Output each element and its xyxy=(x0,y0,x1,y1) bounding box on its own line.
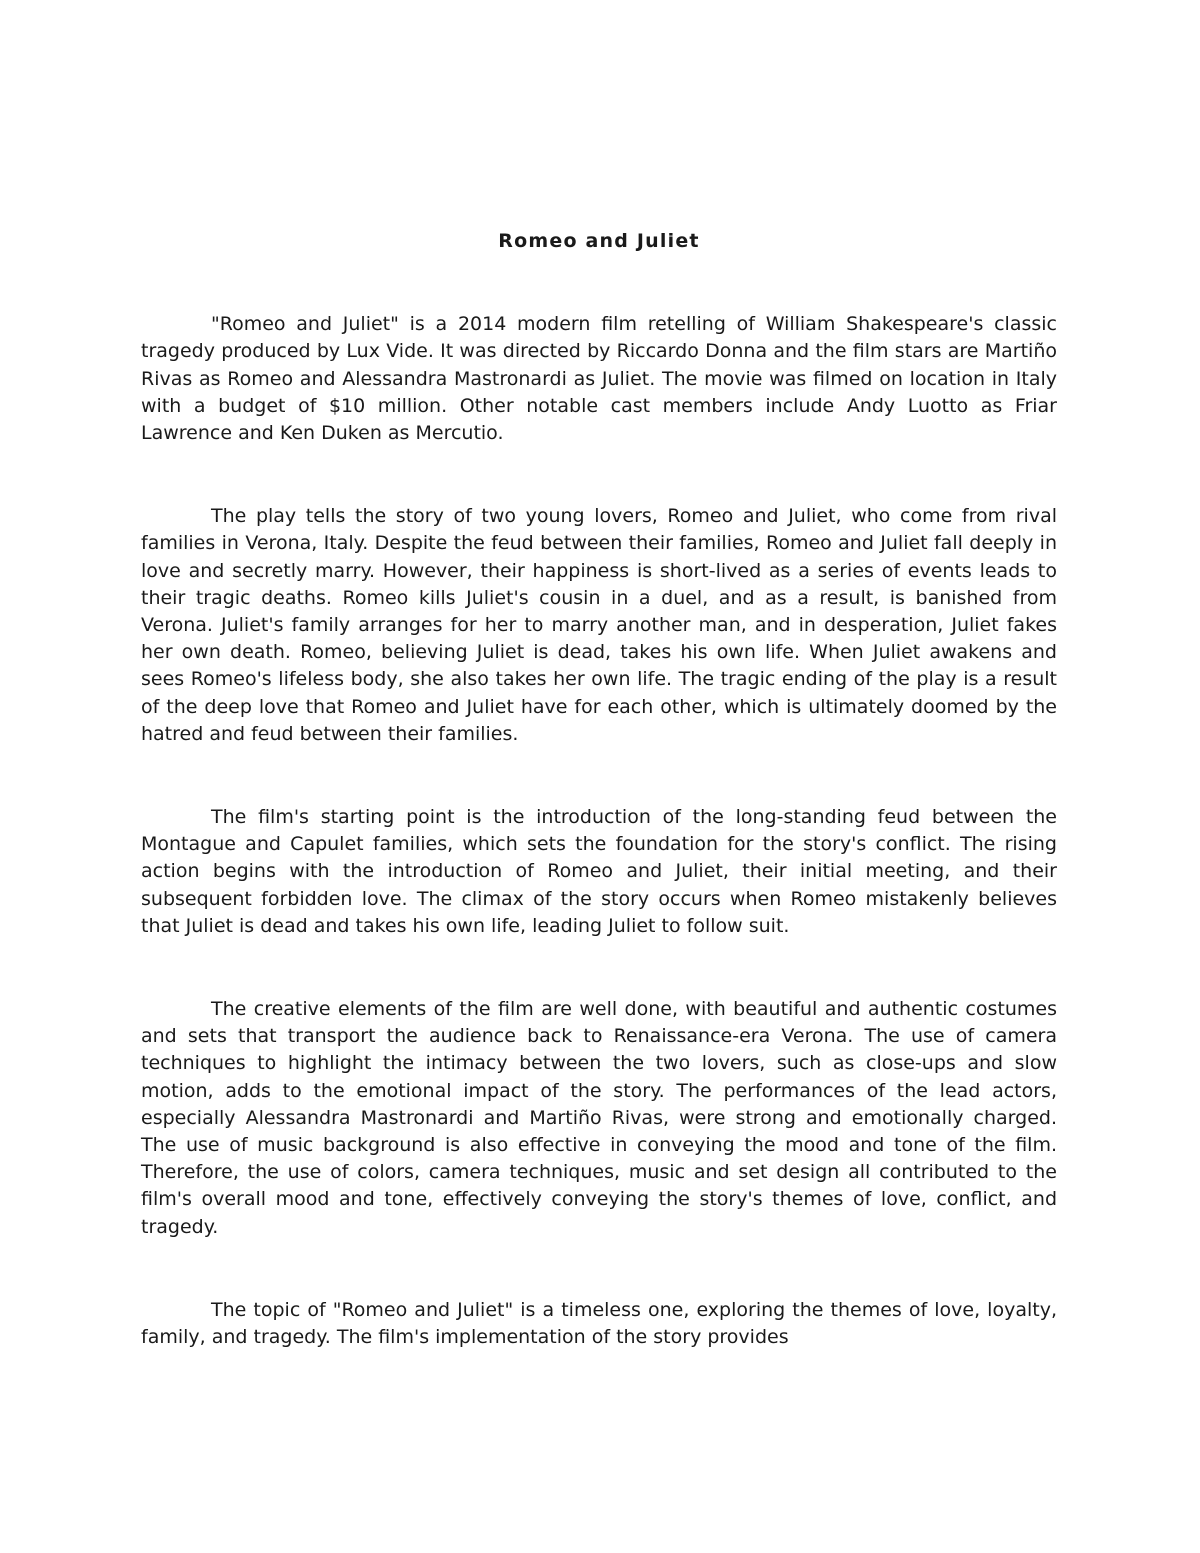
document-title: Romeo and Juliet xyxy=(498,230,700,252)
paragraph-plot-structure: The film's starting point is the introduction of the long-standing feud between the Montague and Capulet families, which sets the foundation for the story's conflict. The rising action begins with the introduction of Romeo and Juliet, their initial meeting, and their subsequent forbidden love. The climax of the story occurs when Romeo mistakenly believes that Juliet is dead and takes his own life, leading Juliet to follow suit. xyxy=(141,806,1057,937)
document-body xyxy=(141,228,1057,1351)
paragraph-creative-elements: The creative elements of the film are well done, with beautiful and authentic costumes and sets that transport the audience back to Renaissance-era Verona. The use of camera techniques to highlight the intimacy between the two lovers, such as close-ups and slow motion, adds to the emotional impact of the story. The performances of the lead actors, especially Alessandra Mastronardi and Martiño Rivas, were strong and emotionally charged. The use of music background is also effective in conveying the mood and tone of the film. Therefore, the use of colors, camera techniques, music and set design all contributed to the film's overall mood and tone, effectively conveying the story's themes of love, conflict, and tragedy. xyxy=(141,998,1057,1238)
paragraph-themes: The topic of "Romeo and Juliet" is a timeless one, exploring the themes of love, loyalty, family, and tragedy. The film's implementation of the story provides xyxy=(141,1298,1057,1349)
paragraph-film-overview: "Romeo and Juliet" is a 2014 modern film retelling of William Shakespeare's classic tragedy produced by Lux Vide. It was directed by Riccardo Donna and the film stars are Martiño Rivas as Romeo and Alessandra Mastronardi as Juliet. The movie was filmed on location in Italy with a budget of $10 million. Other notable cast members include Andy Luotto as Friar Lawrence and Ken Duken as Mercutio. xyxy=(141,313,1057,445)
paragraph-plot-summary: The play tells the story of two young lovers, Romeo and Juliet, who come from rival families in Verona, Italy. Despite the feud between their families, Romeo and Juliet fall deeply in love and secretly marry. However, their happiness is short-lived as a series of events leads to their tragic deaths. Romeo kills Juliet's cousin in a duel, and as a result, is banished from Verona. Juliet's family arranges for her to marry another man, and in desperation, Juliet fakes her own death. Romeo, believing Juliet is dead, takes his own life. When Juliet awakens and sees Romeo's lifeless body, she also takes her own life. The tragic ending of the play is a result of the deep love that Romeo and Juliet have for each other, which is ultimately doomed by the hatred and feud between their families. xyxy=(141,505,1057,745)
